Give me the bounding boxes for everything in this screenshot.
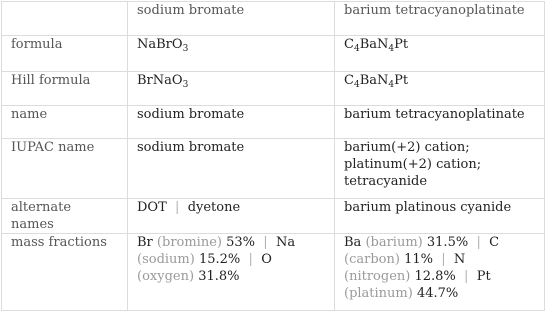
name-barium-tetracyanoplatinate: barium tetracyanoplatinate (335, 106, 545, 139)
header-row (2, 2, 545, 36)
hill-formula-barium-tetracyanoplatinate: $C_4BaN_4Pt$ (335, 72, 545, 106)
comparison-table (1, 1, 545, 311)
row-label-formula: formula (2, 36, 128, 72)
iupac-barium-tetracyanoplatinate: barium(+2) cation; platinum(+2) cation; tetracyanide (335, 139, 545, 199)
row-label-iupac-name: IUPAC name (2, 139, 128, 199)
alternate-names-barium-tetracyanoplatinate: barium platinous cyanide (335, 199, 545, 234)
row-alternate-names (2, 199, 545, 234)
row-label-name: name (2, 106, 128, 139)
mass-fractions-barium-tetracyanoplatinate: Ba (barium) 31.5% | C (carbon) 11% | N (nitrogen) 12.8% | Pt (platinum) 44.7% (335, 234, 545, 311)
row-name (2, 106, 545, 139)
row-iupac-name (2, 139, 545, 199)
name-sodium-bromate: sodium bromate (128, 106, 335, 139)
formula-barium-tetracyanoplatinate: $C_4BaN_4Pt$ (335, 36, 545, 72)
header-barium-tetracyanoplatinate: barium tetracyanoplatinate (335, 2, 545, 36)
row-mass-fractions (2, 234, 545, 311)
row-label-mass-fractions: mass fractions (2, 234, 128, 311)
row-hill-formula (2, 72, 545, 106)
alternate-names-sodium-bromate: DOT | dyetone (128, 199, 335, 234)
mass-fractions-sodium-bromate: Br (bromine) 53% | Na (sodium) 15.2% | O (oxygen) 31.8% (128, 234, 335, 311)
formula-sodium-bromate: NaBrO$_3$ (128, 36, 335, 72)
header-corner (2, 2, 128, 36)
row-formula (2, 36, 545, 72)
header-sodium-bromate: sodium bromate (128, 2, 335, 36)
row-label-alternate-names: alternate names (2, 199, 128, 234)
hill-formula-sodium-bromate: BrNaO$_3$ (128, 72, 335, 106)
row-label-hill-formula: Hill formula (2, 72, 128, 106)
iupac-sodium-bromate: sodium bromate (128, 139, 335, 199)
